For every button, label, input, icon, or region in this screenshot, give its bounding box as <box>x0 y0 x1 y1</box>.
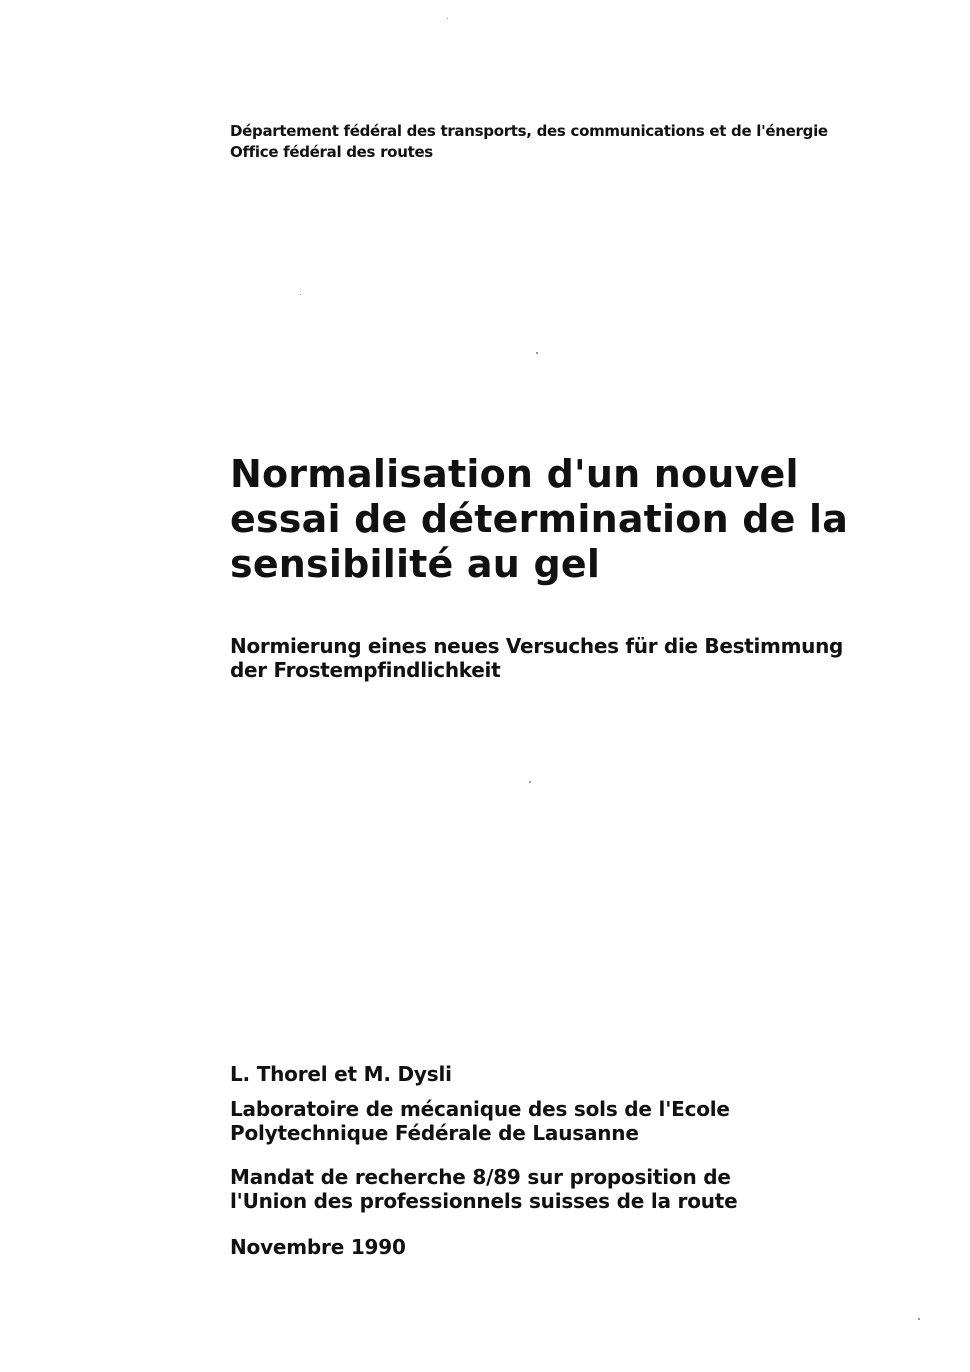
mandate-line: l'Union des professionnels suisses de la route <box>230 1189 738 1213</box>
issuer-header <box>230 121 910 163</box>
author-names: L. Thorel et M. Dysli <box>230 1062 452 1086</box>
scan-speck <box>529 781 531 783</box>
scan-speck <box>447 18 448 19</box>
publication-date <box>230 1235 910 1259</box>
mandate-line: Mandat de recherche 8/89 sur proposition de <box>230 1165 731 1189</box>
laboratory <box>230 1097 910 1145</box>
title-line: essai de détermination de la <box>230 497 849 541</box>
document-subtitle <box>230 634 910 682</box>
title-line: sensibilité au gel <box>230 542 601 586</box>
title-line: Normalisation d'un nouvel <box>230 452 799 496</box>
scan-speck <box>536 352 538 354</box>
research-mandate <box>230 1165 910 1213</box>
scan-speck <box>300 294 301 295</box>
scan-speck <box>918 1318 920 1320</box>
office-name: Office fédéral des routes <box>230 143 433 161</box>
document-title <box>230 452 910 587</box>
laboratory-line: Laboratoire de mécanique des sols de l'Ecole <box>230 1097 730 1121</box>
department-name: Département fédéral des transports, des communications et de l'énergie <box>230 122 828 140</box>
laboratory-line: Polytechnique Fédérale de Lausanne <box>230 1121 639 1145</box>
subtitle-line: der Frostempfindlichkeit <box>230 658 501 682</box>
subtitle-line: Normierung eines neues Versuches für die Bestimmung <box>230 634 844 658</box>
date-text: Novembre 1990 <box>230 1235 406 1259</box>
authors <box>230 1062 910 1086</box>
